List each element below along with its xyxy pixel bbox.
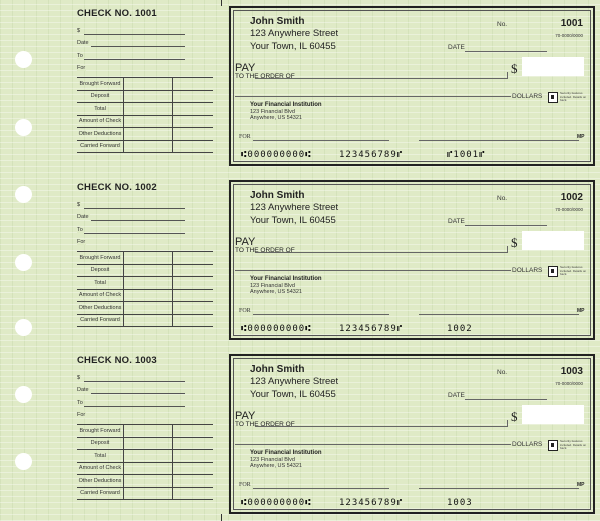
check-1001	[229, 6, 595, 166]
ledger-cell[interactable]	[124, 277, 173, 290]
micr-check-number: 1003	[447, 498, 473, 508]
stub-amount-field[interactable]: $	[77, 372, 213, 385]
memo-label: FOR	[239, 482, 251, 488]
micr-routing: ⑆000000000⑆	[241, 498, 312, 508]
ledger-cell[interactable]	[173, 78, 214, 91]
amount-box[interactable]	[522, 57, 584, 76]
bank-city: Anywhere, US 54321	[250, 289, 302, 295]
ledger-cell[interactable]	[173, 289, 214, 302]
ledger-cell[interactable]	[124, 289, 173, 302]
routing-fraction: 70-0000/0000	[555, 381, 583, 386]
ledger-cell[interactable]	[124, 128, 173, 141]
ledger-row: Carried Forward	[77, 487, 213, 500]
ledger-cell[interactable]	[173, 425, 214, 438]
ledger-row: Total	[77, 277, 213, 290]
ledger-cell[interactable]	[173, 314, 214, 327]
ledger-cell[interactable]	[124, 302, 173, 315]
ledger-cell[interactable]	[173, 475, 214, 488]
bank-street: 123 Financial Blvd	[250, 109, 295, 115]
ledger-row: Amount of Check	[77, 462, 213, 475]
pay-label: PAY	[235, 410, 256, 422]
ledger-cell[interactable]	[124, 115, 173, 128]
amount-box[interactable]	[522, 231, 584, 250]
stub-to-field[interactable]: To	[77, 224, 213, 237]
ledger-cell[interactable]	[173, 277, 214, 290]
ledger-cell[interactable]	[173, 103, 214, 116]
check-stub-1002	[77, 182, 213, 327]
date-field[interactable]	[465, 51, 547, 52]
stub-title: CHECK NO. 1003	[77, 355, 157, 366]
stub-date-field[interactable]: Date	[77, 212, 213, 225]
ledger-cell[interactable]	[173, 115, 214, 128]
micr-account: 123456789⑈	[339, 150, 404, 160]
perforation-mark	[221, 0, 222, 6]
amount-words-field[interactable]	[235, 444, 511, 445]
perforation-mark	[221, 514, 222, 521]
binder-hole	[15, 254, 32, 271]
ledger-cell[interactable]	[124, 252, 173, 265]
dollar-sign: $	[511, 235, 518, 250]
check-number: 1002	[560, 192, 583, 203]
payee-field[interactable]	[255, 420, 508, 427]
ledger-row: Carried Forward	[77, 140, 213, 153]
stub-title: CHECK NO. 1002	[77, 182, 157, 193]
account-holder-city: Your Town, IL 60455	[250, 41, 336, 52]
bank-street: 123 Financial Blvd	[250, 283, 295, 289]
dollars-label: DOLLARS	[512, 267, 543, 274]
routing-fraction: 70-0000/0000	[555, 33, 583, 38]
stub-ledger-table	[77, 77, 213, 153]
check-stub-1001	[77, 8, 213, 153]
binder-hole	[15, 386, 32, 403]
ledger-cell[interactable]	[124, 314, 173, 327]
ledger-cell[interactable]	[173, 140, 214, 153]
bank-city: Anywhere, US 54321	[250, 463, 302, 469]
payee-field[interactable]	[255, 72, 508, 79]
stub-title: CHECK NO. 1001	[77, 8, 157, 19]
routing-fraction: 70-0000/0000	[555, 207, 583, 212]
security-features-note: Security features included. Details on back.	[560, 91, 587, 102]
bank-name: Your Financial Institution	[250, 102, 322, 108]
stub-ledger-table	[77, 251, 213, 327]
ledger-row: Deposit	[77, 437, 213, 450]
account-holder-city: Your Town, IL 60455	[250, 215, 336, 226]
ledger-row: Brought Forward	[77, 252, 213, 265]
payee-field[interactable]	[255, 246, 508, 253]
ledger-cell[interactable]	[124, 103, 173, 116]
pay-to-order-label: TO THE ORDER OF	[235, 421, 295, 428]
ledger-row: Other Deductions	[77, 475, 213, 488]
account-holder-name: John Smith	[250, 190, 305, 201]
ledger-row: Total	[77, 450, 213, 463]
ledger-row: Carried Forward	[77, 314, 213, 327]
check-number-label: No.	[497, 369, 508, 376]
stub-for-field[interactable]: For	[77, 239, 86, 245]
check-number: 1003	[560, 366, 583, 377]
ledger-cell[interactable]	[173, 128, 214, 141]
ledger-cell[interactable]	[173, 264, 214, 277]
dollar-sign: $	[511, 409, 518, 424]
mp-symbol: MP	[577, 134, 585, 140]
ledger-cell[interactable]	[124, 264, 173, 277]
dollars-label: DOLLARS	[512, 441, 543, 448]
check-1002	[229, 180, 595, 340]
stub-ledger-table	[77, 424, 213, 500]
bank-name: Your Financial Institution	[250, 450, 322, 456]
bank-city: Anywhere, US 54321	[250, 115, 302, 121]
padlock-icon	[548, 440, 558, 451]
ledger-row: Other Deductions	[77, 302, 213, 315]
check-number: 1001	[560, 18, 583, 29]
check-1003	[229, 354, 595, 514]
bank-street: 123 Financial Blvd	[250, 457, 295, 463]
micr-routing: ⑆000000000⑆	[241, 150, 312, 160]
memo-field[interactable]	[253, 140, 389, 141]
stub-amount-field[interactable]: $	[77, 199, 213, 212]
mp-symbol: MP	[577, 482, 585, 488]
ledger-row: Deposit	[77, 90, 213, 103]
date-label: DATE	[448, 44, 465, 51]
micr-routing: ⑆000000000⑆	[241, 324, 312, 334]
stub-for-field[interactable]: For	[77, 65, 86, 71]
stub-for-field[interactable]: For	[77, 412, 86, 418]
ledger-cell[interactable]	[173, 437, 214, 450]
check-number-label: No.	[497, 21, 508, 28]
pay-label: PAY	[235, 62, 256, 74]
micr-check-number: 1002	[447, 324, 473, 334]
check-number-label: No.	[497, 195, 508, 202]
amount-box[interactable]	[522, 405, 584, 424]
ledger-row: Brought Forward	[77, 425, 213, 438]
binder-hole	[15, 453, 32, 470]
signature-line[interactable]	[419, 314, 579, 315]
binder-hole	[15, 186, 32, 203]
date-field[interactable]	[465, 399, 547, 400]
micr-account: 123456789⑈	[339, 498, 404, 508]
ledger-cell[interactable]	[124, 78, 173, 91]
ledger-cell[interactable]	[173, 90, 214, 103]
amount-words-field[interactable]	[235, 96, 511, 97]
mp-symbol: MP	[577, 308, 585, 314]
memo-label: FOR	[239, 308, 251, 314]
ledger-cell[interactable]	[124, 450, 173, 463]
ledger-cell[interactable]	[173, 450, 214, 463]
ledger-cell[interactable]	[173, 487, 214, 500]
account-holder-name: John Smith	[250, 364, 305, 375]
ledger-cell[interactable]	[173, 462, 214, 475]
binder-hole	[15, 319, 32, 336]
security-features-note: Security features included. Details on back.	[560, 265, 587, 276]
binder-hole	[15, 119, 32, 136]
date-label: DATE	[448, 392, 465, 399]
pay-label: PAY	[235, 236, 256, 248]
signature-line[interactable]	[419, 488, 579, 489]
account-holder-street: 123 Anywhere Street	[250, 202, 339, 213]
security-features-note: Security features included. Details on back.	[560, 439, 587, 450]
ledger-cell[interactable]	[124, 462, 173, 475]
account-holder-name: John Smith	[250, 16, 305, 27]
ledger-cell[interactable]	[124, 425, 173, 438]
ledger-row: Brought Forward	[77, 78, 213, 91]
binder-hole	[15, 51, 32, 68]
account-holder-city: Your Town, IL 60455	[250, 389, 336, 400]
stub-date-field[interactable]: Date	[77, 38, 213, 51]
memo-label: FOR	[239, 134, 251, 140]
ledger-cell[interactable]	[124, 475, 173, 488]
padlock-icon	[548, 92, 558, 103]
memo-field[interactable]	[253, 488, 389, 489]
micr-account: 123456789⑈	[339, 324, 404, 334]
stub-to-field[interactable]: To	[77, 50, 213, 63]
account-holder-street: 123 Anywhere Street	[250, 376, 339, 387]
ledger-cell[interactable]	[124, 140, 173, 153]
bank-name: Your Financial Institution	[250, 276, 322, 282]
ledger-row: Total	[77, 103, 213, 116]
date-field[interactable]	[465, 225, 547, 226]
stub-to-field[interactable]: To	[77, 397, 213, 410]
ledger-cell[interactable]	[173, 302, 214, 315]
micr-check-number: ⑈1001⑈	[447, 150, 486, 160]
pay-to-order-label: TO THE ORDER OF	[235, 247, 295, 254]
amount-words-field[interactable]	[235, 270, 511, 271]
date-label: DATE	[448, 218, 465, 225]
ledger-cell[interactable]	[124, 90, 173, 103]
memo-field[interactable]	[253, 314, 389, 315]
ledger-row: Amount of Check	[77, 115, 213, 128]
ledger-row: Deposit	[77, 264, 213, 277]
pay-to-order-label: TO THE ORDER OF	[235, 73, 295, 80]
signature-line[interactable]	[419, 140, 579, 141]
ledger-cell[interactable]	[124, 437, 173, 450]
ledger-row: Other Deductions	[77, 128, 213, 141]
dollars-label: DOLLARS	[512, 93, 543, 100]
padlock-icon	[548, 266, 558, 277]
stub-amount-field[interactable]: $	[77, 25, 213, 38]
dollar-sign: $	[511, 61, 518, 76]
ledger-row: Amount of Check	[77, 289, 213, 302]
ledger-cell[interactable]	[124, 487, 173, 500]
ledger-cell[interactable]	[173, 252, 214, 265]
account-holder-street: 123 Anywhere Street	[250, 28, 339, 39]
stub-date-field[interactable]: Date	[77, 385, 213, 398]
check-stub-1003	[77, 355, 213, 500]
